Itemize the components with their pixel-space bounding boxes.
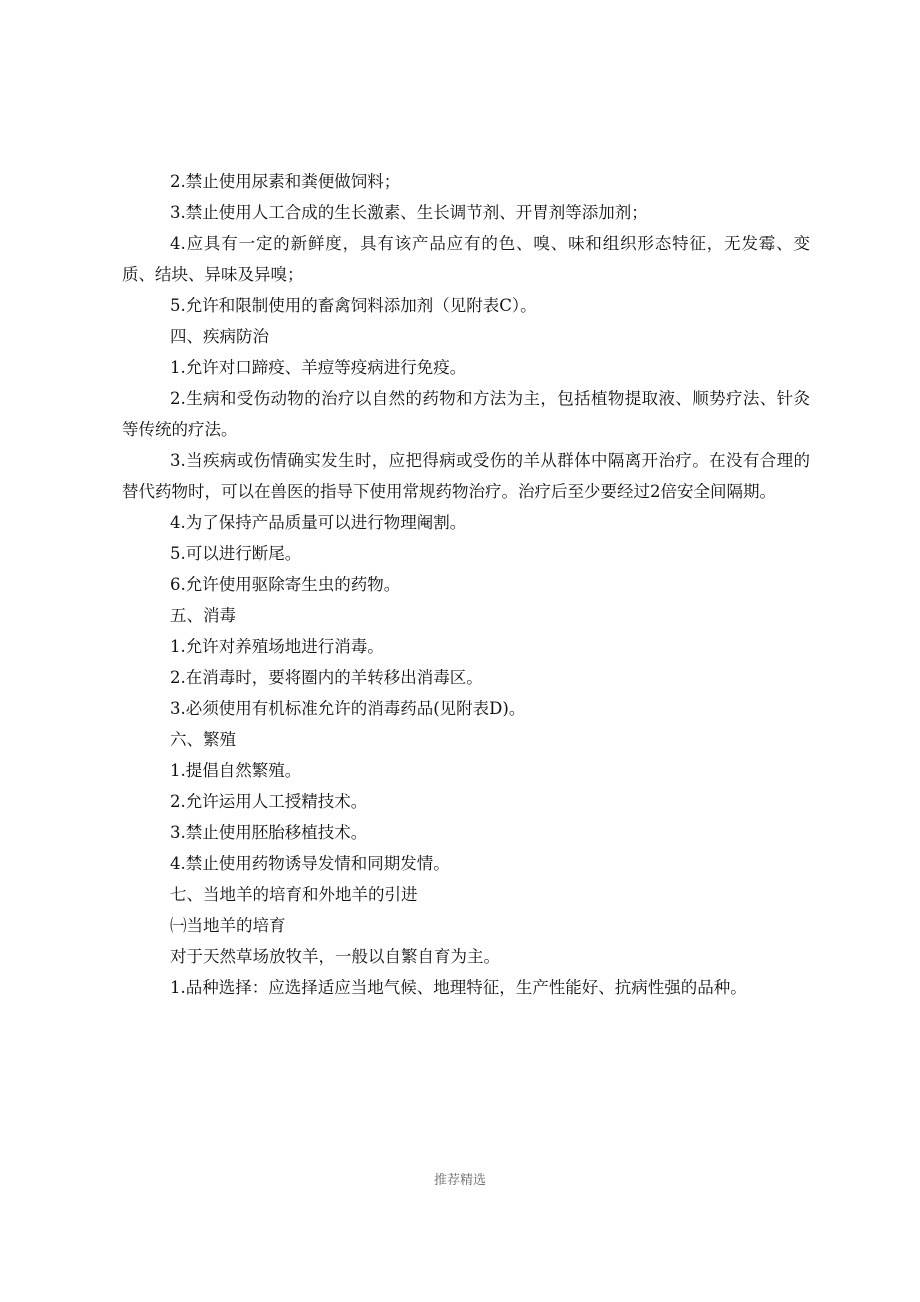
paragraph-15: 3.必须使用有机标准允许的消毒药品(见附表D)。 xyxy=(170,699,526,718)
paragraph-3: 4.应具有一定的新鲜度，具有该产品应有的色、嗅、味和组织形态特征，无发霉、变质、结块、异味及异嗅； xyxy=(122,234,810,284)
paragraph-11: 6.允许使用驱除寄生虫的药物。 xyxy=(170,575,401,594)
section-heading-disease-prevention: 四、疾病防治 xyxy=(170,327,269,346)
paragraph-6: 1.允许对口蹄疫、羊痘等疫病进行免疫。 xyxy=(170,358,467,377)
paragraph-7: 2.生病和受伤动物的治疗以自然的药物和方法为主，包括植物提取液、顺势疗法、针灸等传统的疗法。 xyxy=(122,389,810,439)
paragraph-2: 3.禁止使用人工合成的生长激素、生长调节剂、开胃剂等添加剂； xyxy=(170,203,648,222)
paragraph-18: 2.允许运用人工授精技术。 xyxy=(170,792,368,811)
paragraph-9: 4.为了保持产品质量可以进行物理阉割。 xyxy=(170,513,467,532)
document-body xyxy=(122,166,810,1003)
paragraph-20: 4.禁止使用药物诱导发情和同期发情。 xyxy=(170,854,450,873)
paragraph-19: 3.禁止使用胚胎移植技术。 xyxy=(170,823,368,842)
paragraph-10: 5.可以进行断尾。 xyxy=(170,544,302,563)
subsection-heading-local-breeding: ㈠当地羊的培育 xyxy=(170,916,286,935)
paragraph-13: 1.允许对养殖场地进行消毒。 xyxy=(170,637,384,656)
page-footer: 推荐精选 xyxy=(433,1173,486,1188)
section-heading-breeding: 六、繁殖 xyxy=(170,730,236,749)
section-heading-local-sheep: 七、当地羊的培育和外地羊的引进 xyxy=(170,885,418,904)
paragraph-1: 2.禁止使用尿素和粪便做饲料； xyxy=(170,172,401,191)
paragraph-8: 3.当疾病或伤情确实发生时，应把得病或受伤的羊从群体中隔离开治疗。在没有合理的替代药物时，可以在兽医的指导下使用常规药物治疗。治疗后至少要经过2倍安全间隔期。 xyxy=(122,451,810,501)
paragraph-17: 1.提倡自然繁殖。 xyxy=(170,761,302,780)
paragraph-24: 1.品种选择：应选择适应当地气候、地理特征，生产性能好、抗病性强的品种。 xyxy=(170,978,747,997)
section-heading-disinfection: 五、消毒 xyxy=(170,606,236,625)
paragraph-23: 对于天然草场放牧羊，一般以自繁自育为主。 xyxy=(170,947,500,966)
paragraph-14: 2.在消毒时，要将圈内的羊转移出消毒区。 xyxy=(170,668,483,687)
paragraph-4: 5.允许和限制使用的畜禽饲料添加剂（见附表C）。 xyxy=(170,296,537,315)
